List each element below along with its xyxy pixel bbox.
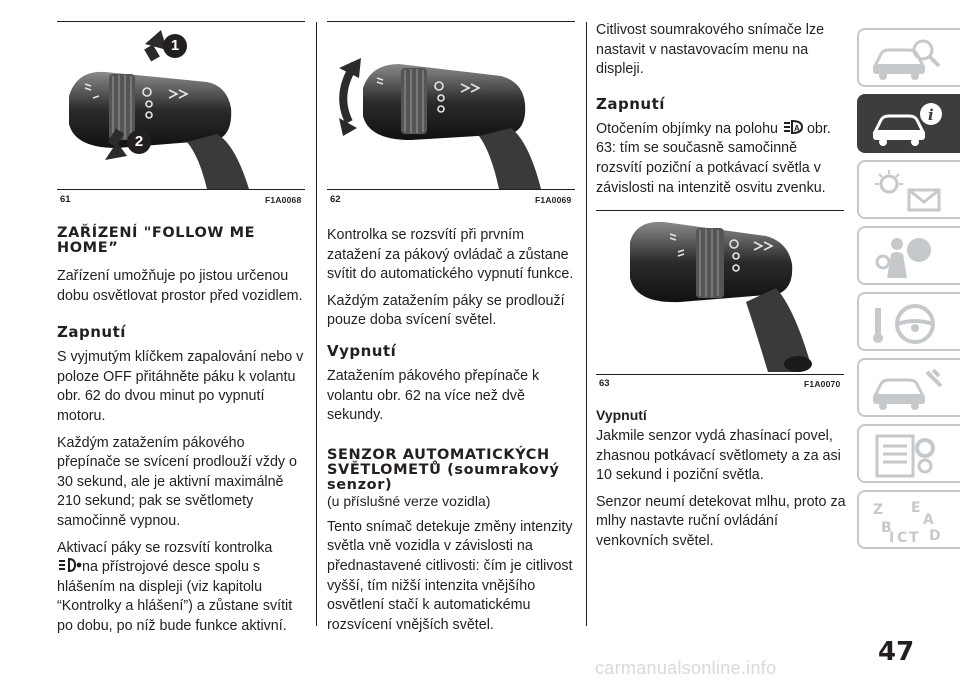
- tab-car-info[interactable]: [857, 94, 960, 153]
- column-2: [327, 226, 577, 642]
- page-number: 47: [878, 637, 915, 667]
- paragraph-deactivation: Zatažením pákového přepínače k volantu obr. 62 na více než dvě sekundy.: [327, 367, 540, 424]
- tab-index[interactable]: [857, 490, 960, 549]
- tab-maintenance[interactable]: [857, 424, 960, 483]
- low-beam-indicator-icon: [57, 558, 82, 572]
- callout-2: 2: [127, 130, 151, 154]
- paragraph-auto-deactivation: Jakmile senzor vydá zhasínací povel, zhasnou potkávací světlomety a za asi 10 sekund i poziční světla.: [596, 428, 841, 484]
- chapter-tabs: [857, 28, 960, 556]
- column-1: [57, 226, 307, 644]
- steering-wheel-icon: [867, 298, 947, 348]
- subheading-zapnuti: Zapnutí: [57, 323, 126, 342]
- version-note: (u příslušné verze vozidla): [327, 492, 491, 509]
- tab-lights-warnings[interactable]: [857, 160, 960, 219]
- figure-61: [57, 24, 305, 206]
- index-letter-z: Z: [873, 502, 884, 518]
- paragraph-activation: S vyjmutým klíčkem zapalování nebo v poloze OFF přitáhněte páku k volantu obr. 62 do dvou minut po vypnutí motoru.: [57, 349, 304, 424]
- index-letter-t: T: [909, 530, 919, 546]
- paragraph-warning-light: [57, 539, 307, 637]
- top-rule-col2: [327, 21, 575, 22]
- checklist-gear-icon: [867, 430, 947, 480]
- callout-1: 1: [163, 34, 187, 58]
- index-letter-c: C: [897, 530, 908, 546]
- figure-63-number: 63: [599, 378, 610, 389]
- subheading-vypnuti-auto: Vypnutí: [596, 407, 647, 423]
- column-divider-1: [316, 22, 317, 626]
- svg-text:A: A: [793, 123, 800, 133]
- section-heading-dusk-sensor: SENZOR AUTOMATICKÝCH SVĚTLOMETŮ (soumrakový senzor): [327, 446, 560, 493]
- car-info-icon: [867, 100, 947, 150]
- figure-63-code: F1A0070: [804, 379, 841, 389]
- paragraph-fog-note: Senzor neumí detekovat mlhu, proto za mlhy nastavte ruční ovládání venkovních světel.: [596, 493, 846, 549]
- light-stalk-auto-illustration: [596, 212, 844, 374]
- watermark: carmanualsonline.info: [595, 658, 777, 678]
- index-letter-b: B: [881, 520, 892, 536]
- paragraph-extension: Každým zatažením pákového přepínače se svícení prodlouží vždy o 30 sekund, ale je aktivní maximálně 210 sekund; pak se světlomety samočinně vypnou.: [57, 434, 298, 529]
- tab-driving[interactable]: [857, 292, 960, 351]
- figure-61-baseline: [57, 189, 305, 190]
- tab-emergency[interactable]: [857, 358, 960, 417]
- figure-62-baseline: [327, 189, 575, 190]
- figure-62: [327, 24, 575, 206]
- svg-text:i: i: [928, 106, 934, 124]
- auto-lights-icon: [782, 120, 807, 134]
- index-letter-e: E: [911, 500, 921, 516]
- column-divider-2: [586, 22, 587, 626]
- column-3-bottom: [596, 407, 846, 559]
- tab-safety[interactable]: [857, 226, 960, 285]
- top-rule-col1: [57, 21, 305, 22]
- figure-63-baseline: [596, 374, 844, 375]
- paragraph-auto-activation: [596, 120, 846, 198]
- figure-62-code: F1A0069: [535, 195, 572, 205]
- subheading-vypnuti: Vypnutí: [327, 341, 397, 360]
- paragraph-each-pull: Každým zatažením páky se prodlouží pouze doba svícení světel.: [327, 292, 565, 329]
- index-letter-a: A: [923, 512, 934, 528]
- index-letter-i: I: [889, 530, 895, 546]
- car-tools-icon: [867, 364, 947, 414]
- airbag-person-icon: [867, 232, 947, 282]
- subheading-zapnuti-auto: Zapnutí: [596, 94, 665, 113]
- paragraph-warning-light-start: Aktivací páky se rozsvítí kontrolka: [57, 539, 273, 556]
- paragraph-intro: Zařízení umožňuje po jistou určenou dobu osvětlovat prostor před vozidlem.: [57, 268, 303, 304]
- figure-62-number: 62: [330, 194, 341, 205]
- figure-63: [596, 212, 844, 394]
- alphabet-index-icon: [867, 496, 947, 546]
- tab-car-search[interactable]: [857, 28, 960, 87]
- car-search-icon: [867, 34, 947, 84]
- paragraph-sensitivity: Citlivost soumrakového snímače lze nastavit v nastavovacím menu na displeji.: [596, 22, 825, 78]
- paragraph-warning-light-end: na přístrojové desce spolu s hlášením na displeji (viz kapitolu “Kontrolky a hlášení”) a zůstane svítit po dobu, po níž bude funkce aktivní.: [57, 559, 293, 634]
- light-stalk-rotate-illustration: [327, 24, 575, 189]
- column-3-top: [596, 21, 846, 205]
- paragraph-auto-activation-start: Otočením objímky na polohu: [596, 120, 778, 137]
- section-heading-follow-me-home: ZAŘÍZENÍ "FOLLOW ME HOME”: [57, 225, 256, 256]
- paragraph-warning-light-behavior: Kontrolka se rozsvítí při prvním zatažení za pákový ovládač a zůstane svítit do automatického vypnutí funkce.: [327, 227, 574, 283]
- figure-61-code: F1A0068: [265, 195, 302, 205]
- top-rule-fig63: [596, 210, 844, 211]
- lights-warning-icon: [867, 166, 947, 216]
- paragraph-sensor-description: Tento snímač detekuje změny intenzity světla vně vozidla v závislosti na přednastavené citlivosti: čím je citlivost vyšší, tím nižší intenzita vnějšího osvětlení stačí k automatickému rozsvícení vnějších světel.: [327, 518, 573, 633]
- paragraph-auto-activation-end: obr. 63: tím se současně samočinně rozsvítí poziční a potkávací světla v závislosti na intenzitě osvitu zvenku.: [596, 120, 831, 196]
- figure-61-number: 61: [60, 194, 71, 205]
- index-letter-d: D: [929, 528, 941, 544]
